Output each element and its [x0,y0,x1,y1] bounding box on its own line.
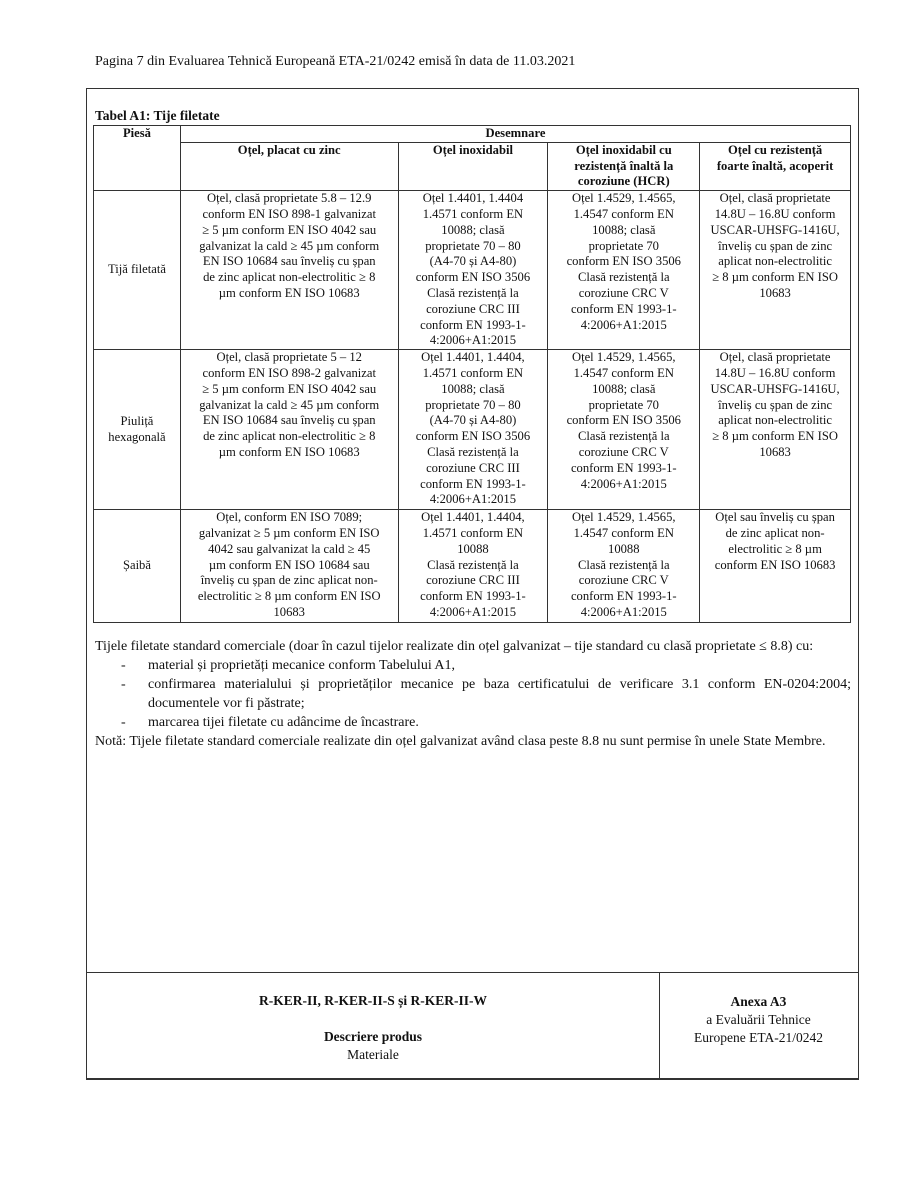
list-item: - marcarea tijei filetate cu adâncime de încastrare. [95,713,851,732]
header-designation: Desemnare [180,126,850,143]
material-cell: Oțel, clasă proprietate 14.8U – 16.8U conform USCAR-UHSFG-1416U, înveliș cu șpan de zinc aplicat non-electrolitic ≥ 8 µm conform EN ISO 10683 [700,350,851,510]
footer-right [659,973,858,1079]
material-cell: Oțel 1.4529, 1.4565, 1.4547 conform EN 10088; clasă proprietate 70 conform EN ISO 3506 Clasă rezistență la coroziune CRC V conform EN 1993-1- 4:2006+A1:2015 [548,350,700,510]
subsection-title: Materiale [347,1047,399,1062]
column-header: Oțel inoxidabil [398,142,548,190]
section-title: Descriere produs [323,1029,423,1044]
annex-line-2: a Evaluării Tehnice [706,1012,811,1027]
intro-paragraph: Tijele filetate standard comerciale (doar în cazul tijelor realizate din oțel galvanizat – tije standard cu clasă proprietate ≤ 8.8) cu: [95,639,814,654]
footer-box [86,972,859,1080]
material-cell: Oțel, clasă proprietate 14.8U – 16.8U conform USCAR-UHSFG-1416U, înveliș cu șpan de zinc aplicat non-electrolitic ≥ 8 µm conform EN ISO 10683 [700,191,851,350]
table-title: Tabel A1: Tije filetate [95,108,220,123]
column-header: Oțel inoxidabil cu rezistență înaltă la coroziune (HCR) [548,142,700,190]
material-cell: Oțel 1.4401, 1.4404 1.4571 conform EN 10088; clasă proprietate 70 – 80 (A4-70 și A4-80) conform EN ISO 3506 Clasă rezistență la coroziune CRC III conform EN 1993-1- 4:2006+A1:2015 [398,191,548,350]
header-part: Piesă [94,126,181,191]
table-row [94,191,851,350]
body-text [95,637,851,751]
material-cell: Oțel sau înveliș cu șpan de zinc aplicat non- electrolitic ≥ 8 µm conform EN ISO 10683 [700,510,851,623]
footer-left [87,973,660,1079]
annex-title: Anexa A3 [730,994,787,1009]
threaded-rods-table [93,125,851,623]
requirements-list [95,656,851,732]
material-cell: Oțel 1.4401, 1.4404, 1.4571 conform EN 10088 Clasă rezistență la coroziune CRC III conform EN 1993-1- 4:2006+A1:2015 [398,510,548,623]
material-cell: Oțel, clasă proprietate 5 – 12 conform EN ISO 898-2 galvanizat ≥ 5 µm conform EN ISO 4042 sau galvanizat la cald ≥ 45 µm conform EN ISO 10684 sau înveliș cu șpan de zinc aplicat non-electrolitic ≥ 8 µm conform EN ISO 10683 [180,350,398,510]
part-cell: Șaibă [94,510,181,623]
material-cell: Oțel, clasă proprietate 5.8 – 12.9 conform EN ISO 898-1 galvanizat ≥ 5 µm conform EN ISO 4042 sau galvanizat la cald ≥ 45 µm conform EN ISO 10684 sau înveliș cu șpan de zinc aplicat non-electrolitic ≥ 8 µm conform EN ISO 10683 [180,191,398,350]
part-cell: Tijă filetată [94,191,181,350]
note-paragraph: Notă: Tijele filetate standard comerciale realizate din oțel galvanizat având clasa peste 8.8 nu sunt permise în unele State Membre. [95,734,826,749]
column-header: Oțel, placat cu zinc [180,142,398,190]
material-cell: Oțel 1.4401, 1.4404, 1.4571 conform EN 10088; clasă proprietate 70 – 80 (A4-70 și A4-80) conform EN ISO 3506 Clasă rezistență la coroziune CRC III conform EN 1993-1- 4:2006+A1:2015 [398,350,548,510]
material-cell: Oțel 1.4529, 1.4565, 1.4547 conform EN 10088 Clasă rezistență la coroziune CRC V conform EN 1993-1- 4:2006+A1:2015 [548,510,700,623]
list-item: - confirmarea materialului și proprietăților mecanice pe baza certificatului de verificare 3.1 conform EN-0204:2004; documentele vor fi păstrate; [95,675,851,713]
part-cell: Piuliță hexagonală [94,350,181,510]
material-cell: Oțel, conform EN ISO 7089; galvanizat ≥ 5 µm conform EN ISO 4042 sau galvanizat la cald ≥ 45 µm conform EN ISO 10684 sau înveliș cu șpan de zinc aplicat non- electrolitic ≥ 8 µm conform EN ISO 10683 [180,510,398,623]
table-row [94,510,851,623]
material-cell: Oțel 1.4529, 1.4565, 1.4547 conform EN 10088; clasă proprietate 70 conform EN ISO 3506 Clasă rezistență la coroziune CRC V conform EN 1993-1- 4:2006+A1:2015 [548,191,700,350]
page-header: Pagina 7 din Evaluarea Tehnică Europeană ETA-21/0242 emisă în data de 11.03.2021 [95,54,576,69]
list-item: - material și proprietăți mecanice conform Tabelului A1, [95,656,851,675]
table-row [94,350,851,510]
column-header: Oțel cu rezistență foarte înaltă, acoperit [700,142,851,190]
product-name: R-KER-II, R-KER-II-S și R-KER-II-W [258,993,487,1008]
annex-line-3: Europene ETA-21/0242 [693,1030,823,1045]
